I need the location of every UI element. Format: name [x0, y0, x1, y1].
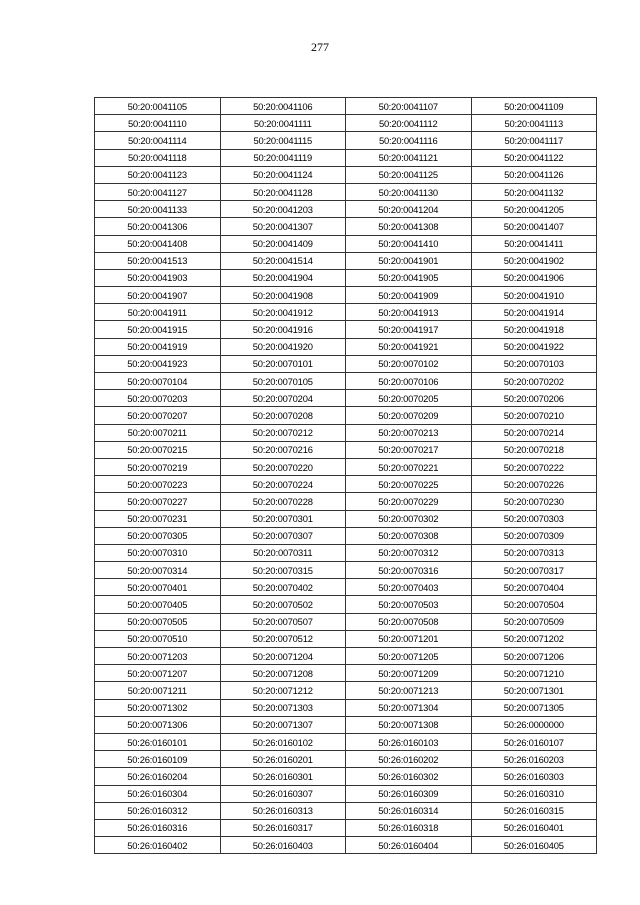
- table-cell: 50:20:0041912: [220, 304, 346, 321]
- table-cell: 50:20:0071306: [95, 716, 221, 733]
- table-row: [95, 441, 597, 458]
- table-cell: 50:26:0160101: [95, 733, 221, 750]
- table-cell: 50:20:0071201: [346, 630, 472, 647]
- table-cell: 50:26:0160307: [220, 785, 346, 802]
- table-cell: 50:20:0041121: [346, 149, 472, 166]
- table-cell: 50:20:0070311: [220, 544, 346, 561]
- table-row: [95, 132, 597, 149]
- table-cell: 50:20:0041128: [220, 183, 346, 200]
- table-cell: 50:20:0070509: [471, 613, 597, 630]
- table-cell: 50:20:0071213: [346, 682, 472, 699]
- table-cell: 50:20:0041112: [346, 115, 472, 132]
- table-cell: 50:20:0070221: [346, 458, 472, 475]
- table-cell: 50:20:0041107: [346, 98, 472, 115]
- table-cell: 50:20:0070404: [471, 579, 597, 596]
- table-row: [95, 648, 597, 665]
- table-cell: 50:26:0160405: [471, 837, 597, 854]
- table-cell: 50:20:0070103: [471, 355, 597, 372]
- table-cell: 50:20:0070316: [346, 562, 472, 579]
- table-row: [95, 201, 597, 218]
- table-row: [95, 338, 597, 355]
- table-cell: 50:26:0160403: [220, 837, 346, 854]
- table-cell: 50:26:0160201: [220, 751, 346, 768]
- table-row: [95, 269, 597, 286]
- table-cell: 50:20:0041307: [220, 218, 346, 235]
- table-cell: 50:20:0041116: [346, 132, 472, 149]
- table-row: [95, 390, 597, 407]
- table-cell: 50:20:0041914: [471, 304, 597, 321]
- table-cell: 50:20:0041407: [471, 218, 597, 235]
- table-cell: 50:20:0041920: [220, 338, 346, 355]
- table-cell: 50:20:0070307: [220, 527, 346, 544]
- table-row: [95, 819, 597, 836]
- table-cell: 50:26:0160304: [95, 785, 221, 802]
- table-cell: 50:26:0160318: [346, 819, 472, 836]
- table-cell: 50:20:0041904: [220, 269, 346, 286]
- table-cell: 50:20:0070219: [95, 458, 221, 475]
- table-cell: 50:20:0070212: [220, 424, 346, 441]
- table-cell: 50:20:0070226: [471, 476, 597, 493]
- table-row: [95, 751, 597, 768]
- table-row: [95, 235, 597, 252]
- table-cell: 50:20:0070218: [471, 441, 597, 458]
- table-cell: 50:20:0041409: [220, 235, 346, 252]
- table-row: [95, 768, 597, 785]
- table-cell: 50:20:0071209: [346, 665, 472, 682]
- table-cell: 50:26:0160203: [471, 751, 597, 768]
- table-row: [95, 785, 597, 802]
- table-cell: 50:20:0041127: [95, 183, 221, 200]
- table-cell: 50:20:0041411: [471, 235, 597, 252]
- table-cell: 50:20:0041915: [95, 321, 221, 338]
- table-row: [95, 527, 597, 544]
- table-cell: 50:20:0070308: [346, 527, 472, 544]
- table-cell: 50:20:0070213: [346, 424, 472, 441]
- table-cell: 50:20:0071208: [220, 665, 346, 682]
- table-cell: 50:20:0071302: [95, 699, 221, 716]
- table-cell: 50:26:0160109: [95, 751, 221, 768]
- table-cell: 50:20:0041125: [346, 166, 472, 183]
- table-row: [95, 665, 597, 682]
- table-cell: 50:20:0070207: [95, 407, 221, 424]
- table-cell: 50:20:0070210: [471, 407, 597, 424]
- table-cell: 50:20:0041921: [346, 338, 472, 355]
- table-cell: 50:20:0070403: [346, 579, 472, 596]
- table-cell: 50:20:0041909: [346, 287, 472, 304]
- table-cell: 50:20:0041908: [220, 287, 346, 304]
- table-row: [95, 802, 597, 819]
- table-cell: 50:20:0070206: [471, 390, 597, 407]
- table-row: [95, 579, 597, 596]
- table-cell: 50:20:0070214: [471, 424, 597, 441]
- table-cell: 50:20:0070222: [471, 458, 597, 475]
- table-row: [95, 304, 597, 321]
- table-cell: 50:20:0041122: [471, 149, 597, 166]
- table-cell: 50:20:0071308: [346, 716, 472, 733]
- table-cell: 50:26:0160315: [471, 802, 597, 819]
- table-cell: 50:20:0070312: [346, 544, 472, 561]
- table-cell: 50:20:0041123: [95, 166, 221, 183]
- table-cell: 50:20:0041901: [346, 252, 472, 269]
- table-row: [95, 149, 597, 166]
- table-cell: 50:20:0071304: [346, 699, 472, 716]
- table-cell: 50:20:0070106: [346, 373, 472, 390]
- table-cell: 50:20:0070223: [95, 476, 221, 493]
- table-cell: 50:20:0071307: [220, 716, 346, 733]
- table-cell: 50:20:0041111: [220, 115, 346, 132]
- table-cell: 50:26:0160107: [471, 733, 597, 750]
- table-row: [95, 733, 597, 750]
- table-cell: 50:20:0070102: [346, 355, 472, 372]
- table-cell: 50:20:0070313: [471, 544, 597, 561]
- table-cell: 50:20:0070503: [346, 596, 472, 613]
- table-cell: 50:20:0041117: [471, 132, 597, 149]
- table-cell: 50:20:0070512: [220, 630, 346, 647]
- table-cell: 50:20:0041923: [95, 355, 221, 372]
- table-row: [95, 562, 597, 579]
- table-cell: 50:20:0070202: [471, 373, 597, 390]
- page-number: 277: [311, 40, 329, 54]
- table-cell: 50:26:0160404: [346, 837, 472, 854]
- table-cell: 50:20:0071211: [95, 682, 221, 699]
- table-cell: 50:20:0070209: [346, 407, 472, 424]
- table-cell: 50:20:0070230: [471, 493, 597, 510]
- table-row: [95, 510, 597, 527]
- table-cell: 50:20:0041916: [220, 321, 346, 338]
- table-cell: 50:20:0041410: [346, 235, 472, 252]
- table-cell: 50:20:0070505: [95, 613, 221, 630]
- table-cell: 50:20:0041513: [95, 252, 221, 269]
- table-cell: 50:20:0041133: [95, 201, 221, 218]
- table-cell: 50:20:0041204: [346, 201, 472, 218]
- table-row: [95, 407, 597, 424]
- table-cell: 50:20:0041910: [471, 287, 597, 304]
- table-cell: 50:20:0070216: [220, 441, 346, 458]
- table-cell: 50:20:0041130: [346, 183, 472, 200]
- table-cell: 50:20:0070229: [346, 493, 472, 510]
- table-cell: 50:26:0160102: [220, 733, 346, 750]
- table-cell: 50:26:0160312: [95, 802, 221, 819]
- cadastral-code-table: [94, 97, 597, 854]
- table-row: [95, 355, 597, 372]
- table-cell: 50:20:0041115: [220, 132, 346, 149]
- table-cell: 50:20:0041514: [220, 252, 346, 269]
- table-cell: 50:20:0070507: [220, 613, 346, 630]
- table-cell: 50:20:0070203: [95, 390, 221, 407]
- table-cell: 50:26:0160310: [471, 785, 597, 802]
- table-cell: 50:20:0070231: [95, 510, 221, 527]
- table-cell: 50:20:0041109: [471, 98, 597, 115]
- table-cell: 50:26:0160301: [220, 768, 346, 785]
- table-row: [95, 716, 597, 733]
- table-cell: 50:20:0070401: [95, 579, 221, 596]
- table-cell: 50:20:0070310: [95, 544, 221, 561]
- table-cell: 50:20:0041408: [95, 235, 221, 252]
- table-row: [95, 218, 597, 235]
- table-row: [95, 183, 597, 200]
- table-cell: 50:26:0160316: [95, 819, 221, 836]
- table-cell: 50:20:0070502: [220, 596, 346, 613]
- table-cell: 50:26:0160401: [471, 819, 597, 836]
- table-cell: 50:20:0041119: [220, 149, 346, 166]
- table-cell: 50:20:0070303: [471, 510, 597, 527]
- table-cell: 50:20:0071207: [95, 665, 221, 682]
- table-cell: 50:20:0041911: [95, 304, 221, 321]
- table-cell: 50:20:0070227: [95, 493, 221, 510]
- table-cell: 50:26:0160402: [95, 837, 221, 854]
- table-cell: 50:20:0071210: [471, 665, 597, 682]
- table-cell: 50:20:0070215: [95, 441, 221, 458]
- table-cell: 50:26:0160313: [220, 802, 346, 819]
- table-cell: 50:20:0070220: [220, 458, 346, 475]
- table-cell: 50:20:0070314: [95, 562, 221, 579]
- table-cell: 50:20:0070204: [220, 390, 346, 407]
- table-cell: 50:20:0041124: [220, 166, 346, 183]
- table-row: [95, 837, 597, 854]
- table-cell: 50:20:0070208: [220, 407, 346, 424]
- table-cell: 50:26:0000000: [471, 716, 597, 733]
- table-cell: 50:20:0071206: [471, 648, 597, 665]
- table-cell: 50:26:0160309: [346, 785, 472, 802]
- table-row: [95, 613, 597, 630]
- table-cell: 50:20:0071301: [471, 682, 597, 699]
- table-cell: 50:26:0160317: [220, 819, 346, 836]
- table-cell: 50:20:0070301: [220, 510, 346, 527]
- table-cell: 50:20:0041113: [471, 115, 597, 132]
- table-cell: 50:20:0041905: [346, 269, 472, 286]
- table-cell: 50:20:0070225: [346, 476, 472, 493]
- table-cell: 50:20:0041126: [471, 166, 597, 183]
- table-cell: 50:26:0160103: [346, 733, 472, 750]
- table-cell: 50:20:0070211: [95, 424, 221, 441]
- table-row: [95, 476, 597, 493]
- table-cell: 50:20:0041906: [471, 269, 597, 286]
- table-cell: 50:20:0070105: [220, 373, 346, 390]
- table-cell: 50:20:0070305: [95, 527, 221, 544]
- table-row: [95, 287, 597, 304]
- table-row: [95, 166, 597, 183]
- table-cell: 50:20:0071303: [220, 699, 346, 716]
- table-body: [95, 98, 597, 854]
- table-cell: 50:20:0041902: [471, 252, 597, 269]
- table-cell: 50:20:0071202: [471, 630, 597, 647]
- table-cell: 50:20:0041205: [471, 201, 597, 218]
- table-row: [95, 458, 597, 475]
- table-cell: 50:26:0160202: [346, 751, 472, 768]
- table-cell: 50:20:0070101: [220, 355, 346, 372]
- table-row: [95, 493, 597, 510]
- table-cell: 50:20:0041114: [95, 132, 221, 149]
- table-cell: 50:20:0070224: [220, 476, 346, 493]
- table-cell: 50:26:0160204: [95, 768, 221, 785]
- table-cell: 50:26:0160302: [346, 768, 472, 785]
- table-cell: 50:20:0041106: [220, 98, 346, 115]
- table-cell: 50:20:0070315: [220, 562, 346, 579]
- table-cell: 50:20:0071203: [95, 648, 221, 665]
- table-cell: 50:20:0041132: [471, 183, 597, 200]
- table-row: [95, 321, 597, 338]
- table-row: [95, 98, 597, 115]
- table-cell: 50:20:0041110: [95, 115, 221, 132]
- table-cell: 50:20:0070228: [220, 493, 346, 510]
- table-cell: 50:20:0041918: [471, 321, 597, 338]
- table-cell: 50:20:0041308: [346, 218, 472, 235]
- table-cell: 50:26:0160303: [471, 768, 597, 785]
- table-cell: 50:20:0071212: [220, 682, 346, 699]
- table-cell: 50:20:0070504: [471, 596, 597, 613]
- table-cell: 50:20:0041306: [95, 218, 221, 235]
- table-cell: 50:20:0070302: [346, 510, 472, 527]
- table-cell: 50:20:0070104: [95, 373, 221, 390]
- table-cell: 50:20:0041203: [220, 201, 346, 218]
- table-cell: 50:20:0041919: [95, 338, 221, 355]
- table-cell: 50:20:0070309: [471, 527, 597, 544]
- table-cell: 50:20:0070405: [95, 596, 221, 613]
- table-row: [95, 699, 597, 716]
- table-cell: 50:20:0041922: [471, 338, 597, 355]
- table-cell: 50:20:0071204: [220, 648, 346, 665]
- table-cell: 50:26:0160314: [346, 802, 472, 819]
- table-cell: 50:20:0070508: [346, 613, 472, 630]
- table-row: [95, 373, 597, 390]
- table-cell: 50:20:0041917: [346, 321, 472, 338]
- table-cell: 50:20:0071205: [346, 648, 472, 665]
- table-row: [95, 596, 597, 613]
- table-row: [95, 115, 597, 132]
- table-row: [95, 630, 597, 647]
- table-row: [95, 544, 597, 561]
- table-row: [95, 424, 597, 441]
- table-cell: 50:20:0041903: [95, 269, 221, 286]
- table-cell: 50:20:0070510: [95, 630, 221, 647]
- table-cell: 50:20:0041118: [95, 149, 221, 166]
- table-row: [95, 682, 597, 699]
- table-cell: 50:20:0071305: [471, 699, 597, 716]
- table-cell: 50:20:0070402: [220, 579, 346, 596]
- table-cell: 50:20:0041105: [95, 98, 221, 115]
- table-cell: 50:20:0070217: [346, 441, 472, 458]
- table-cell: 50:20:0070205: [346, 390, 472, 407]
- table-row: [95, 252, 597, 269]
- table-cell: 50:20:0041913: [346, 304, 472, 321]
- table-cell: 50:20:0070317: [471, 562, 597, 579]
- table-cell: 50:20:0041907: [95, 287, 221, 304]
